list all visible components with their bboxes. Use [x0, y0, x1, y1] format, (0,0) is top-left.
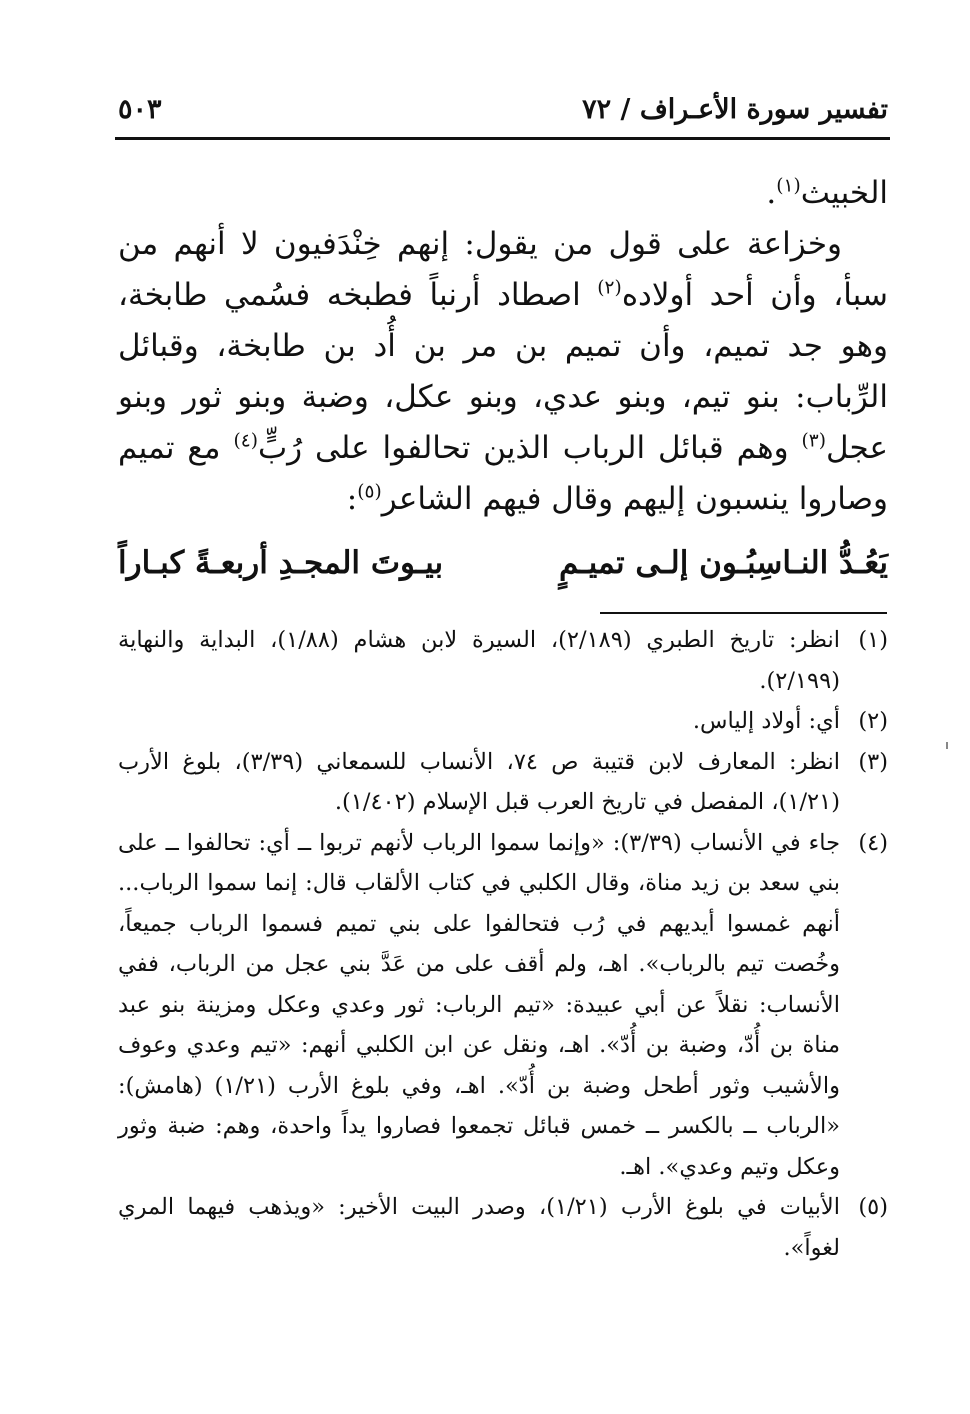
footnote-ref-2[interactable]: (٢)	[597, 277, 622, 299]
footnote-separator	[600, 612, 887, 614]
verse-first-hemistich: يَعُـدُّ النـاسِبُـون إلـى تميـمٍ	[558, 545, 888, 581]
footnotes	[118, 620, 888, 1268]
paragraph-1: الخبيث$^{(١)}$.	[766, 175, 888, 211]
footnote-number: (٣)	[858, 748, 888, 775]
footnote-ref-1[interactable]: (١)	[776, 175, 801, 197]
poetry-verse	[118, 536, 888, 590]
verse-second-hemistich: بيـوتَ المجـدِ أربعـةً كبـاراً	[118, 545, 444, 581]
footnote-number: (١)	[858, 627, 888, 653]
footnote-number: (٢)	[858, 708, 888, 734]
footnote-ref-5[interactable]: (٥)	[357, 481, 382, 503]
header-rule	[115, 137, 890, 140]
footnote-text: جاء في الأنساب (٣/٣٩): «وإنما سموا الرباب لأنهم تربوا ــ أي: تحالفوا ــ على بني سعد بن زيد مناة، وقال الكلبي في كتاب الألقاب قال: إنما سموا الرباب... أنهم غمسوا أيديهم في رُب فتحالفوا على بني تميم فسموا الرباب جميعاً، وخُصت تيم بالرباب». اهـ، ولم أقف على من عَدَّ بني عجل من الرباب، ففي الأنساب: نقلاً عن أبي عبيدة: «تيم الرباب: ثور وعدي وعكل ومزينة بنو عبد مناة بن أُدّ، وضبة بن أُدّ». اهـ، ونقل عن ابن الكلبي أنهم: «تيم وعدي وعوف والأشيب وثور أطحل وضبة بن أُدّ». اهـ، وفي بلوغ الأرب (١/٢١) (هامش): «الرباب ــ بالكسر ــ خمس قبائل تجمعوا فصاروا يداً واحدة، وهم: ضبة وثور وعكل وتيم وعدي». اهـ.	[118, 829, 841, 1180]
footnote-text: الأبيات في بلوغ الأرب (١/٢١)، وصدر البيت الأخير: «ويذهب فيهما المري لغواً».	[118, 1194, 840, 1261]
footnote-2	[118, 701, 888, 742]
footnote-number: (٤)	[858, 829, 888, 856]
footnote-ref-3[interactable]: (٣)	[801, 430, 826, 452]
running-header	[118, 88, 888, 130]
page-number: ٥٠٣	[118, 93, 162, 125]
footnote-4	[118, 823, 888, 1188]
footnote-text: انظر: تاريخ الطبري (٢/١٨٩)، السيرة لابن هشام (١/٨٨)، البداية والنهاية (٢/١٩٩).	[118, 627, 840, 694]
footnote-3	[118, 742, 888, 823]
main-text	[118, 168, 888, 525]
chapter-title: تفسير سورة الأعـراف / ٧٢	[582, 93, 888, 125]
footnote-number: (٥)	[858, 1194, 888, 1220]
footnote-text: أي: أولاد إلياس.	[692, 708, 840, 734]
footnote-5	[118, 1187, 888, 1268]
footnote-1	[118, 620, 888, 701]
paragraph-2: وخزاعة على قول من يقول: إنهم خِنْدَفيون لا أنهم من سبأ، وأن أحد أولاده$^{(٢)}$ اصطاد أرنباً فطبخه فسُمي طابخة، وهو جد تميم، وأن تميم بن مر بن أُد بن طابخة، وقبائل الرِّباب: بنو تيم، وبنو عدي، وبنو عكل، وضبة وبنو ثور وبنو عجل$^{(٣)}$ وهم قبائل الرباب الذين تحالفوا على رُبٍّ$^{(٤)}$ مع تميم وصاروا ينسبون إليهم وقال فيهم الشاعر$^{(٥)}$:	[118, 226, 888, 517]
footnote-text: انظر: المعارف لابن قتيبة ص ٧٤، الأنساب للسمعاني (٣/٣٩)، بلوغ الأرب (١/٢١)، المفصل في تاريخ العرب قبل الإسلام (١/٤٠٢).	[118, 748, 840, 815]
footnote-ref-4[interactable]: (٤)	[233, 430, 258, 452]
scan-speck	[946, 742, 948, 749]
